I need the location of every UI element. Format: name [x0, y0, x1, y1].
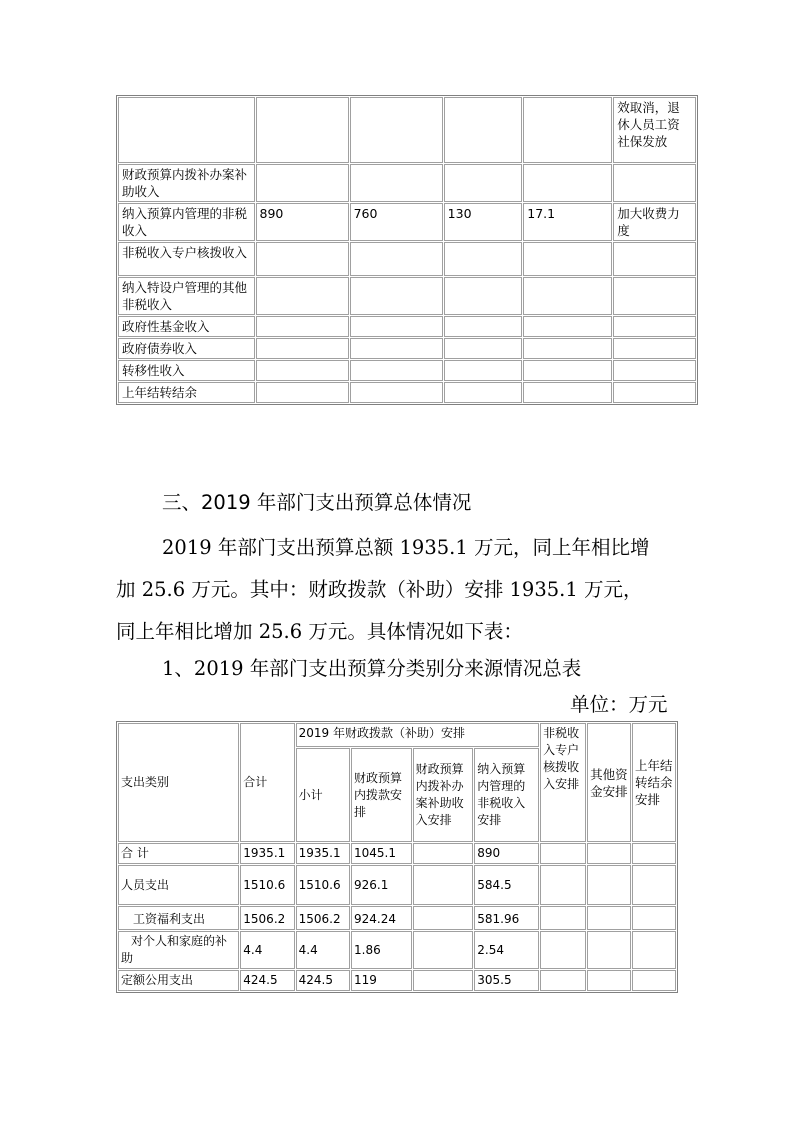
table-cell [350, 97, 443, 163]
table-cell [444, 242, 523, 276]
paragraph-line: 同上年相比增加 25.6 万元。具体情况如下表： [116, 620, 523, 643]
table-cell [444, 338, 523, 359]
table-row [118, 242, 696, 276]
table-note: 加大收费力度 [613, 203, 696, 241]
row-label: 合 计 [118, 843, 239, 864]
table-row [118, 316, 696, 337]
header-subtotal: 小计 [296, 748, 350, 842]
table-cell: 119 [351, 970, 412, 991]
table-row [118, 906, 676, 930]
table-cell: 4.4 [296, 931, 350, 969]
table-cell [350, 338, 443, 359]
table-cell [587, 931, 631, 969]
table-cell [256, 360, 349, 381]
table-cell: 890 [474, 843, 539, 864]
table-note [613, 164, 696, 202]
row-label [118, 97, 255, 163]
table-cell: 2.54 [474, 931, 539, 969]
table-cell: 1506.2 [296, 906, 350, 930]
table-cell [523, 164, 612, 202]
table-cell [256, 382, 349, 403]
table-cell [523, 242, 612, 276]
table-cell [256, 164, 349, 202]
table-cell: 1.86 [351, 931, 412, 969]
row-label: 非税收入专户核拨收入 [118, 242, 255, 276]
table-row [118, 360, 696, 381]
table-cell [540, 931, 586, 969]
table-cell: 584.5 [474, 865, 539, 905]
table-cell [350, 382, 443, 403]
income-table [116, 95, 698, 405]
header-non-tax-special: 非税收入专户核拨收入安排 [540, 723, 586, 842]
table-cell [350, 277, 443, 315]
table-cell: 424.5 [296, 970, 350, 991]
table-note [613, 277, 696, 315]
table-row [118, 865, 676, 905]
table-cell [350, 242, 443, 276]
table-cell [523, 338, 612, 359]
row-label: 对个人和家庭的补助 [118, 931, 239, 969]
table-cell: 424.5 [240, 970, 294, 991]
header-carryover: 上年结转结余安排 [632, 723, 676, 842]
table-cell [413, 865, 474, 905]
table-cell [632, 970, 676, 991]
header-budget-internal: 财政预算内拨款安排 [351, 748, 412, 842]
table-cell [413, 906, 474, 930]
row-label: 纳入特设户管理的其他非税收入 [118, 277, 255, 315]
row-label: 转移性收入 [118, 360, 255, 381]
table-row [118, 843, 676, 864]
table-cell: 1510.6 [240, 865, 294, 905]
table-cell: 305.5 [474, 970, 539, 991]
table-cell [444, 164, 523, 202]
unit-label: 单位：万元 [570, 693, 668, 716]
table-cell: 1510.6 [296, 865, 350, 905]
table-cell: 17.1 [523, 203, 612, 241]
table-cell [632, 843, 676, 864]
table-cell [540, 906, 586, 930]
table-cell: 1935.1 [296, 843, 350, 864]
header-group: 2019 年财政拨款（补助）安排 [296, 723, 540, 747]
header-category: 支出类别 [118, 723, 239, 842]
table-cell [350, 316, 443, 337]
table-note [613, 316, 696, 337]
table-cell [523, 360, 612, 381]
table-cell [256, 97, 349, 163]
table-cell [413, 931, 474, 969]
row-label: 财政预算内拨补办案补助收入 [118, 164, 255, 202]
table-row [118, 338, 696, 359]
table-cell: 1935.1 [240, 843, 294, 864]
table-row [118, 277, 696, 315]
table-note [613, 360, 696, 381]
table-cell [256, 277, 349, 315]
table-cell [587, 970, 631, 991]
table-cell [413, 970, 474, 991]
table-row [118, 97, 696, 163]
row-label: 人员支出 [118, 865, 239, 905]
header-total: 合计 [240, 723, 294, 842]
table-cell [523, 316, 612, 337]
table-cell [523, 382, 612, 403]
table-cell [540, 865, 586, 905]
table-row [118, 203, 696, 241]
table-note [613, 242, 696, 276]
header-row [118, 723, 676, 747]
table-cell [444, 97, 523, 163]
table-cell [587, 865, 631, 905]
header-case-subsidy: 财政预算内拨补办案补助收入安排 [413, 748, 474, 842]
table-cell [540, 970, 586, 991]
table-cell [540, 843, 586, 864]
table-cell [256, 338, 349, 359]
section-heading: 三、2019 年部门支出预算总体情况 [162, 491, 472, 514]
table-cell [350, 164, 443, 202]
paragraph-line: 2019 年部门支出预算总额 1935.1 万元，同上年相比增 [162, 536, 650, 559]
table-cell: 581.96 [474, 906, 539, 930]
table-cell: 760 [350, 203, 443, 241]
sub-heading: 1、2019 年部门支出预算分类别分来源情况总表 [162, 657, 582, 680]
paragraph-line: 加 25.6 万元。其中：财政拨款（补助）安排 1935.1 万元， [116, 578, 643, 601]
table-cell: 4.4 [240, 931, 294, 969]
table-note [613, 338, 696, 359]
row-label: 政府债券收入 [118, 338, 255, 359]
table-cell: 130 [444, 203, 523, 241]
table-cell [256, 242, 349, 276]
expenditure-table [116, 721, 678, 993]
table-cell [444, 316, 523, 337]
table-row [118, 931, 676, 969]
table-cell: 1506.2 [240, 906, 294, 930]
table-cell: 890 [256, 203, 349, 241]
row-label: 工资福利支出 [118, 906, 239, 930]
table-cell [523, 277, 612, 315]
header-other-funds: 其他资金安排 [587, 723, 631, 842]
table-row [118, 970, 676, 991]
table-cell: 926.1 [351, 865, 412, 905]
table-cell [444, 277, 523, 315]
header-non-tax: 纳入预算内管理的非税收入安排 [474, 748, 539, 842]
table-cell [444, 360, 523, 381]
table-cell [587, 843, 631, 864]
table-note [613, 382, 696, 403]
table-cell [632, 865, 676, 905]
table-cell [413, 843, 474, 864]
table-cell [632, 906, 676, 930]
table-cell [256, 316, 349, 337]
table-cell: 1045.1 [351, 843, 412, 864]
row-label: 定额公用支出 [118, 970, 239, 991]
row-label: 政府性基金收入 [118, 316, 255, 337]
row-label: 纳入预算内管理的非税收入 [118, 203, 255, 241]
table-cell [632, 931, 676, 969]
table-row [118, 164, 696, 202]
row-label: 上年结转结余 [118, 382, 255, 403]
table-row [118, 382, 696, 403]
table-cell: 924.24 [351, 906, 412, 930]
table-cell [350, 360, 443, 381]
table-cell [587, 906, 631, 930]
table-note: 效取消，退休人员工资社保发放 [613, 97, 696, 163]
table-cell [444, 382, 523, 403]
table-cell [523, 97, 612, 163]
